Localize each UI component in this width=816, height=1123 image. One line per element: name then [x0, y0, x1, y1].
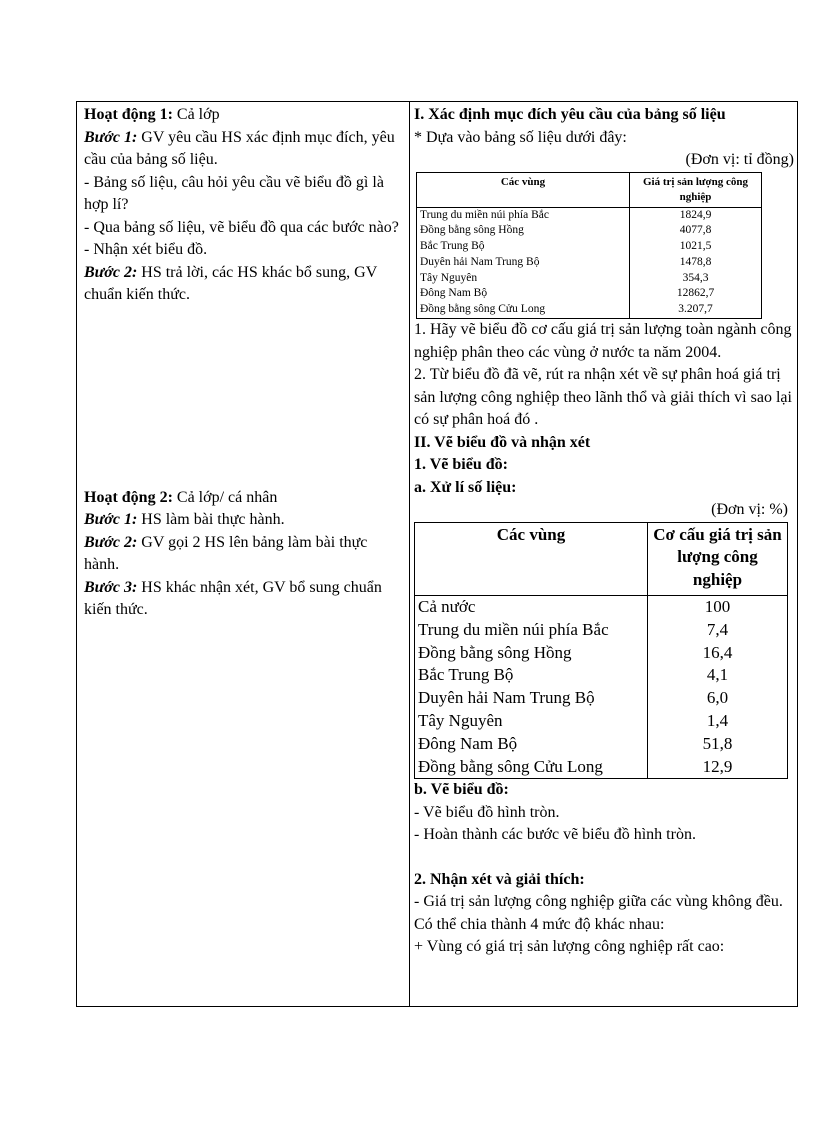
table-row — [417, 255, 762, 271]
region-cell: Bắc Trung Bộ — [417, 239, 630, 255]
table-row — [415, 642, 788, 665]
activity-2-step-2: Bước 2: GV gọi 2 HS lên bảng làm bài thực hành. — [84, 533, 368, 573]
region-cell: Trung du miền núi phía Bắc — [415, 619, 648, 642]
region-cell: Đồng bằng sông Cửu Long — [417, 302, 630, 318]
value-cell: 1824,9 — [630, 207, 762, 223]
table-row — [417, 223, 762, 239]
table-row — [417, 207, 762, 223]
value-cell: 3.207,7 — [630, 302, 762, 318]
activities-column — [84, 104, 402, 622]
activity-1-step-2: Bước 2: HS trả lời, các HS khác bổ sung, GV chuẩn kiến thức. — [84, 263, 377, 303]
value-cell: 100 — [648, 595, 788, 618]
table-row — [415, 595, 788, 618]
value-cell: 12,9 — [648, 756, 788, 779]
unit-label-1: (Đơn vị: tỉ đồng) — [685, 151, 794, 168]
percent-table — [414, 522, 788, 780]
header-value: Giá trị sản lượng công nghiệp — [630, 172, 762, 207]
subsection-2-title: 2. Nhận xét và giải thích: — [414, 870, 585, 888]
header-region: Các vùng — [415, 522, 648, 595]
unit-label-2: (Đơn vị: %) — [711, 501, 788, 519]
table-header-row — [415, 522, 788, 595]
region-cell: Tây Nguyên — [415, 710, 648, 733]
spacer — [414, 847, 796, 869]
region-cell: Duyên hải Nam Trung Bộ — [415, 687, 648, 710]
b-item-2: - Hoàn thành các bước vẽ biểu đồ hình tròn. — [414, 826, 696, 844]
activity-1: Hoạt động 1: Cả lớp — [84, 106, 220, 123]
table-header-row — [417, 172, 762, 207]
value-cell: 12862,7 — [630, 286, 762, 302]
task-1: 1. Hãy vẽ biểu đồ cơ cấu giá trị sản lượng toàn ngành công nghiệp phân theo các vùng ở nước ta năm 2004. — [414, 321, 792, 361]
value-cell: 51,8 — [648, 733, 788, 756]
activity-2-step-1: Bước 1: HS làm bài thực hành. — [84, 511, 285, 528]
section-2-title: II. Vẽ biểu đồ và nhận xét — [414, 433, 591, 451]
table-row — [415, 664, 788, 687]
table-row — [417, 302, 762, 318]
value-cell: 7,4 — [648, 619, 788, 642]
comment-2: + Vùng có giá trị sản lượng công nghiệp rất cao: — [414, 938, 725, 956]
subsection-a-title: a. Xử lí số liệu: — [414, 478, 517, 496]
value-cell: 4,1 — [648, 664, 788, 687]
activity-2-step-3: Bước 3: HS khác nhận xét, GV bổ sung chuẩn kiến thức. — [84, 578, 382, 618]
question-2: - Qua bảng số liệu, vẽ biểu đồ qua các bước nào? — [84, 218, 399, 236]
value-cell: 16,4 — [648, 642, 788, 665]
source-data-table — [416, 172, 762, 320]
region-cell: Tây Nguyên — [417, 271, 630, 287]
activity-1-step-1: Bước 1: GV yêu cầu HS xác định mục đích, yêu cầu của bảng số liệu. — [84, 128, 395, 168]
region-cell: Đồng bằng sông Hồng — [417, 223, 630, 239]
value-cell: 4077,8 — [630, 223, 762, 239]
region-cell: Cả nước — [415, 595, 648, 618]
header-region: Các vùng — [417, 172, 630, 207]
comment-1: - Giá trị sản lượng công nghiệp giữa các vùng không đều. Có thể chia thành 4 mức độ khác nhau: — [414, 893, 783, 933]
spacer — [84, 307, 402, 487]
question-1: - Bảng số liệu, câu hỏi yêu cầu vẽ biểu đồ gì là hợp lí? — [84, 173, 384, 213]
table-row — [417, 286, 762, 302]
task-2: 2. Từ biểu đồ đã vẽ, rút ra nhận xét về sự phân hoá giá trị sản lượng công nghiệp theo lãnh thổ và giải thích vì sao lại có sự phân hoá đó . — [414, 366, 792, 429]
table-row — [415, 756, 788, 779]
header-share: Cơ cấu giá trị sản lượng công nghiệp — [648, 522, 788, 595]
subsection-b-title: b. Vẽ biểu đồ: — [414, 781, 509, 799]
table-row — [417, 271, 762, 287]
value-cell: 1021,5 — [630, 239, 762, 255]
region-cell: Trung du miền núi phía Bắc — [417, 207, 630, 223]
value-cell: 1478,8 — [630, 255, 762, 271]
region-cell: Đông Nam Bộ — [415, 733, 648, 756]
section-1-title: I. Xác định mục đích yêu cầu của bảng số liệu — [414, 106, 726, 123]
column-divider — [409, 102, 410, 1006]
table-row — [415, 733, 788, 756]
intro-text: * Dựa vào bảng số liệu dưới đây: — [414, 128, 627, 146]
table-row — [415, 619, 788, 642]
table-row — [417, 239, 762, 255]
value-cell: 354,3 — [630, 271, 762, 287]
region-cell: Đông Nam Bộ — [417, 286, 630, 302]
question-3: - Nhận xét biểu đồ. — [84, 241, 208, 258]
region-cell: Đồng bằng sông Hồng — [415, 642, 648, 665]
b-item-1: - Vẽ biểu đồ hình tròn. — [414, 803, 560, 821]
value-cell: 6,0 — [648, 687, 788, 710]
table-row — [415, 687, 788, 710]
value-cell: 1,4 — [648, 710, 788, 733]
lesson-table — [76, 101, 798, 1007]
region-cell: Duyên hải Nam Trung Bộ — [417, 255, 630, 271]
region-cell: Bắc Trung Bộ — [415, 664, 648, 687]
table-row — [415, 710, 788, 733]
activity-2: Hoạt động 2: Cả lớp/ cá nhân — [84, 488, 278, 506]
content-column — [414, 104, 796, 959]
region-cell: Đồng bằng sông Cửu Long — [415, 756, 648, 779]
subsection-1-title: 1. Vẽ biểu đồ: — [414, 456, 508, 474]
